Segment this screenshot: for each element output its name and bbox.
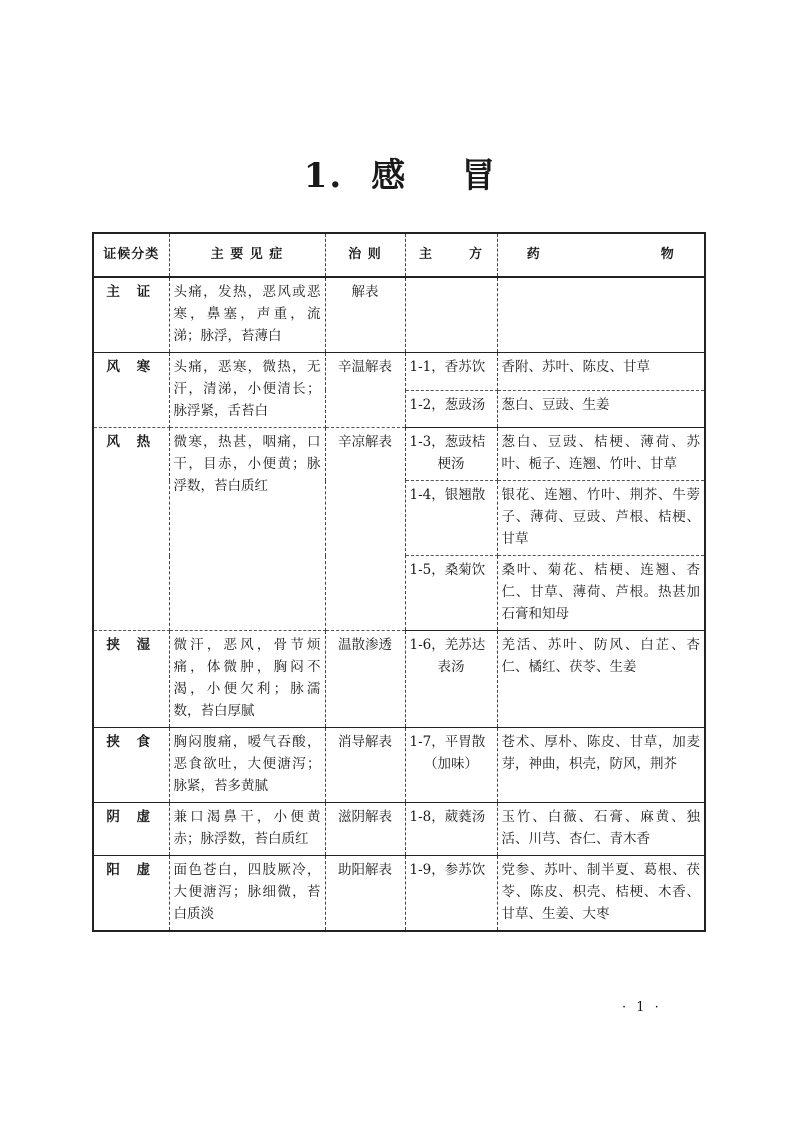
cell-rule: 消导解表 <box>325 728 405 803</box>
header-category: 证候分类 <box>93 233 169 277</box>
header-herbs <box>497 233 705 277</box>
cell-rule: 辛凉解表 <box>325 428 405 631</box>
table-row <box>93 353 705 391</box>
formula-line-1: 1-5，桑菊饮 <box>409 562 486 578</box>
header-herbs-a: 药 <box>526 247 541 262</box>
cell-herbs: 苍术、厚朴、陈皮、甘草，加麦芽，神曲，枳壳，防风，荆芥 <box>497 728 705 803</box>
cell-symptoms: 胸闷腹痛，嗳气吞酸，恶食欲吐，大便溏泻；脉紧，苔多黄腻 <box>169 728 325 803</box>
cell-symptoms: 微汗，恶风，骨节烦痛，体微肿，胸闷不渴，小便欠利；脉濡数，苔白厚腻 <box>169 631 325 728</box>
table-row <box>93 856 705 932</box>
cell-herbs <box>497 277 705 353</box>
cell-formula <box>405 390 497 428</box>
cell-formula <box>405 353 497 391</box>
formula-line-1: 1-6，羌苏达 <box>409 637 486 653</box>
cell-herbs: 玉竹、白薇、石膏、麻黄、独活、川芎、杏仁、青木香 <box>497 803 705 856</box>
header-herbs-b: 物 <box>660 247 675 262</box>
cell-herbs: 银花、连翘、竹叶、荆芥、牛蒡子、薄荷、豆豉、芦根、桔梗、甘草 <box>497 481 705 556</box>
cell-herbs: 葱白、豆豉、桔梗、薄荷、苏叶、栀子、连翘、竹叶、甘草 <box>497 428 705 481</box>
cell-formula <box>405 631 497 728</box>
formula-line-1: 1-2，葱豉汤 <box>409 396 486 413</box>
formula-line-2: 梗汤 <box>437 456 465 472</box>
formula-line-1: 1-9，参苏饮 <box>409 862 486 878</box>
cell-formula <box>405 728 497 803</box>
cell-herbs: 香附、苏叶、陈皮、甘草 <box>497 353 705 391</box>
table-row <box>93 428 705 481</box>
table-row <box>93 728 705 803</box>
formula-line-1: 1-4，银翘散 <box>409 487 486 503</box>
cell-symptoms: 兼口渴鼻干，小便黄赤；脉浮数，苔白质红 <box>169 803 325 856</box>
title-number: 1. <box>303 156 344 196</box>
cell-rule: 温散渗透 <box>325 631 405 728</box>
header-formula-a: 主 <box>418 247 433 262</box>
cell-rule: 辛温解表 <box>325 353 405 428</box>
title-char-2: 冒 <box>461 156 498 196</box>
cell-herbs: 羌活、苏叶、防风、白芷、杏仁、橘红、茯苓、生姜 <box>497 631 705 728</box>
cell-symptoms: 微寒，热甚，咽痛，口干，目赤，小便黄；脉浮数，苔白质红 <box>169 428 325 631</box>
cell-symptoms: 头痛，恶寒，微热，无汗，清涕，小便清长；脉浮紧，舌苔白 <box>169 353 325 428</box>
cell-formula <box>405 481 497 556</box>
formula-line-1: 1-3，葱豉桔 <box>409 434 486 450</box>
syndrome-table <box>92 232 706 932</box>
cell-symptoms: 头痛，发热，恶风或恶寒，鼻塞，声重，流涕；脉浮，苔薄白 <box>169 277 325 353</box>
cell-category: 风 热 <box>93 428 169 631</box>
cell-rule: 滋阴解表 <box>325 803 405 856</box>
cell-category: 阳 虚 <box>93 856 169 932</box>
formula-line-2: 表汤 <box>437 659 465 675</box>
page-title <box>0 148 801 197</box>
formula-line-1: 1-7，平胃散 <box>409 734 486 750</box>
cell-herbs: 党参、苏叶、制半夏、葛根、茯苓、陈皮、枳壳、桔梗、木香、甘草、生姜、大枣 <box>501 862 700 922</box>
formula-line-1: 1-1，香苏饮 <box>409 359 486 375</box>
cell-category: 阴 虚 <box>93 803 169 856</box>
cell-formula <box>405 803 497 856</box>
header-symptoms: 主 要 见 症 <box>169 233 325 277</box>
cell-category: 风 寒 <box>93 353 169 428</box>
cell-category: 挟 食 <box>93 728 169 803</box>
table-header-row <box>93 233 705 277</box>
page-number: · 1 · <box>622 1000 662 1015</box>
cell-formula <box>405 277 497 353</box>
cell-formula <box>405 556 497 631</box>
header-formula <box>405 233 497 277</box>
cell-herbs: 葱白、豆豉、生姜 <box>497 390 705 428</box>
table-row <box>93 631 705 728</box>
cell-formula <box>405 428 497 481</box>
cell-symptoms: 面色苍白，四肢厥冷，大便溏泻；脉细微，苔白质淡 <box>169 856 325 932</box>
header-formula-b: 方 <box>469 247 484 262</box>
table-row <box>93 277 705 353</box>
cell-rule: 解表 <box>325 277 405 353</box>
formula-line-2: （加味） <box>424 756 478 772</box>
formula-line-1: 1-8，葳蕤汤 <box>409 809 486 825</box>
cell-rule: 助阳解表 <box>325 856 405 932</box>
cell-category: 挟 湿 <box>93 631 169 728</box>
cell-category: 主 证 <box>93 277 169 353</box>
table-row <box>93 803 705 856</box>
cell-herbs: 桑叶、菊花、桔梗、连翘、杏仁、甘草、薄荷、芦根。热甚加石膏和知母 <box>497 556 705 631</box>
title-char-1: 感 <box>371 156 408 196</box>
cell-formula <box>405 856 497 932</box>
header-rule: 治 则 <box>325 233 405 277</box>
